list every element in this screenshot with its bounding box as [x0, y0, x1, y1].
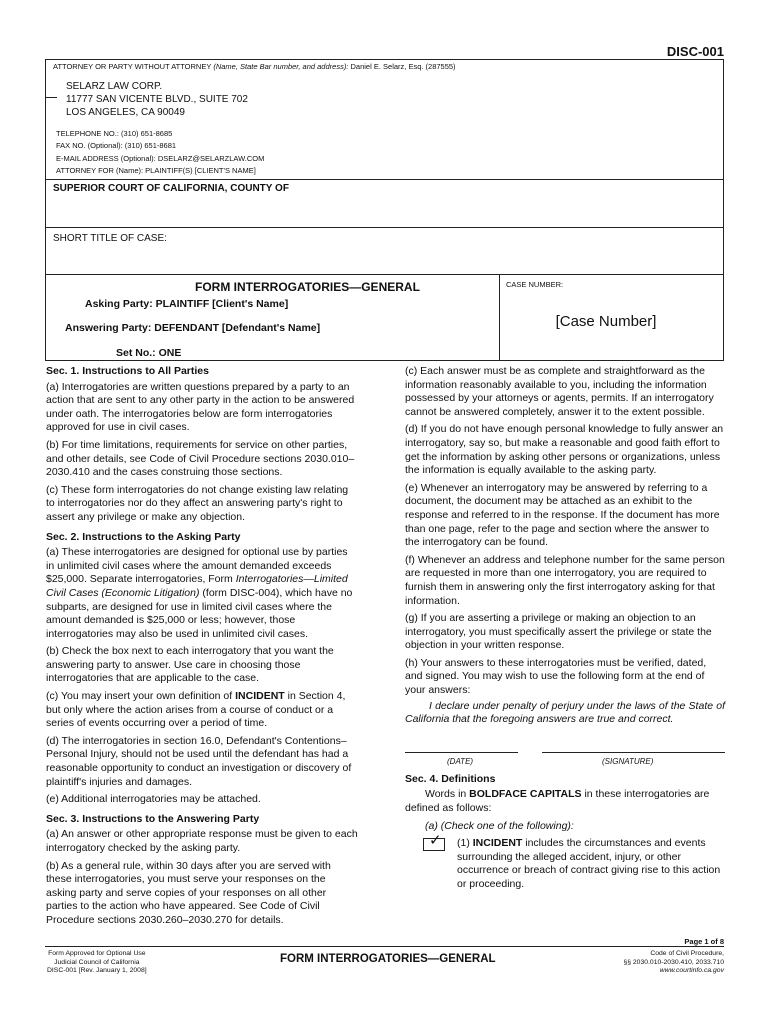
- checkmark-icon: ✓: [429, 832, 442, 850]
- sec2-d: (d) The interrogatories in section 16.0, Defendant's Contentions–Personal Injury, should not be used until the defendant has had a reasonable opportunity to conduct an investigation or discovery of plaintiff's injuries and damages.: [46, 734, 352, 788]
- page-number: Page 1 of 8: [684, 937, 724, 946]
- sec3-c: (c) Each answer must be as complete and straightforward as the information reasonably available to you, including the information possessed by your attorneys or agents, permits. If an interrogatory cannot be answered completely, answer it to the extent possible.: [405, 365, 714, 418]
- firm-address-2: LOS ANGELES, CA 90049: [66, 107, 185, 118]
- sec4-a1-term: INCIDENT: [472, 837, 523, 850]
- footer-right-2: §§ 2030.010-2030.410, 2033.710: [623, 958, 724, 966]
- sec4-a1-row: [405, 832, 725, 891]
- attorney-label-text: ATTORNEY OR PARTY WITHOUT ATTORNEY: [53, 62, 212, 71]
- case-number-label: CASE NUMBER:: [506, 280, 564, 289]
- footer-right-1: Code of Civil Procedure,: [650, 950, 724, 957]
- attorney-label: [53, 62, 456, 71]
- sec4-intro: Words in BOLDFACE CAPITALS in these interrogatories are defined as follows:: [405, 788, 710, 815]
- form-title: FORM INTERROGATORIES—GENERAL: [195, 280, 420, 294]
- instructions-right-column: [405, 365, 725, 892]
- sec1-heading: Sec. 1. Instructions to All Parties: [46, 365, 209, 377]
- answering-party: Answering Party: DEFENDANT [Defendant's Name]: [65, 322, 321, 334]
- court-divider: [45, 227, 724, 228]
- sec2-e: (e) Additional interrogatories may be attached.: [46, 793, 261, 806]
- sec3-d: (d) If you do not have enough personal knowledge to fully answer an interrogatory, say so, but make a reasonable and good faith effort to get the information by asking other persons or organizations, unless the information is equally available to the asking party.: [405, 423, 724, 477]
- signature-caption: (SIGNATURE): [602, 756, 654, 766]
- attorney-name: Daniel E. Selarz, Esq. (287555): [350, 62, 456, 71]
- date-caption: (DATE): [447, 756, 474, 766]
- sec1-a: (a) Interrogatories are written questions prepared by a party to an action that are sent to any other party in the action to be answered under oath. The interrogatories below are form interrogatories approved for use in civil cases.: [46, 380, 355, 434]
- sec4-a: (a) (Check one of the following):: [425, 819, 574, 832]
- date-line[interactable]: [405, 752, 518, 753]
- signature-line[interactable]: [542, 752, 725, 753]
- asking-party: Asking Party: PLAINTIFF [Client's Name]: [85, 298, 289, 310]
- header-bottom-line: [45, 360, 724, 361]
- sec3-a: (a) An answer or other appropriate response must be given to each interrogatory checked by the asking party.: [46, 828, 358, 854]
- sec1-c: (c) These form interrogatories do not change existing law relating to interrogatories nor do they affect an answering party's right to assert any privilege or make any objection.: [46, 483, 349, 523]
- sec3-f: (f) Whenever an address and telephone number for the same person are requested in more than one interrogatory, you are required to furnish them in answering only the first interrogatory asking for that information.: [405, 553, 725, 607]
- case-number: [Case Number]: [555, 313, 657, 330]
- footer-title: FORM INTERROGATORIES—GENERAL: [280, 953, 496, 965]
- case-number-divider: [499, 275, 500, 361]
- signature-row: [405, 737, 725, 767]
- sec2-heading: Sec. 2. Instructions to the Asking Party: [46, 530, 241, 543]
- sec1-b: (b) For time limitations, requirements for service on other parties, and other details, see Code of Civil Procedure sections 2030.010–2030.410 and the cases construing those sections.: [46, 438, 355, 479]
- footer-left: [47, 950, 147, 976]
- footer-left-2: Judicial Council of California: [54, 958, 140, 966]
- sec3-e: (e) Whenever an interrogatory may be answered by referring to a document, the document may be attached as an exhibit to the response and referred to in the response. If the document has more than one page, refer to the page and section where the answer to the interrogatory can be found.: [405, 481, 720, 549]
- footer-left-3: DISC-001 [Rev. January 1, 2008]: [47, 967, 147, 975]
- sec4-a1-text: includes the circumstances and events surrounding the alleged accident, injury, or other occurrence or breach of contract giving rise to this action or proceeding.: [457, 837, 721, 890]
- declaration: I declare under penalty of perjury under the laws of the State of California that the foregoing answers are true and correct.: [405, 699, 725, 726]
- footer-left-1: Form Approved for Optional Use: [48, 950, 146, 957]
- incident-checkbox[interactable]: [423, 832, 445, 851]
- sec2-b: (b) Check the box next to each interrogatory that you want the answering party to answer. Use care in choosing those interrogatories that are applicable to the case.: [46, 645, 334, 685]
- margin-tick: [45, 97, 57, 98]
- sec2-a: (a) These interrogatories are designed for optional use by parties in unlimited civil cases where the amount demanded exceeds $25,000. Separate interrogatories, Form Interrogatories—Limited Civil Cases (Economic Litigation) (form DISC-004), which have no subparts, are designed for use in limited civil cases where the amount demanded is $25,000 or less; however, those interrogatories may also be used in unlimited civil cases.: [46, 546, 353, 640]
- email: E-MAIL ADDRESS (Optional): DSELARZ@SELARZLAW.COM: [56, 154, 265, 163]
- sec3-b: (b) As a general rule, within 30 days after you are served with these interrogatories, you must serve your responses on the asking party and serve copies of your responses on all other parties to the action who have appeared. See Code of Civil Procedure sections 2030.260–2030.270 for details.: [46, 859, 331, 926]
- footer-right: [560, 950, 724, 976]
- footer-url[interactable]: www.courtinfo.ca.gov: [659, 967, 724, 975]
- court-title: SUPERIOR COURT OF CALIFORNIA, COUNTY OF: [53, 183, 289, 194]
- sec3-h: (h) Your answers to these interrogatories must be verified, dated, and signed. You may wish to use the following form at the end of your answers:: [405, 656, 707, 697]
- telephone: TELEPHONE NO.: (310) 651-8685: [56, 129, 173, 138]
- sec2-c: (c) You may insert your own definition of INCIDENT in Section 4, but only where the action arises from a course of conduct or a series of events occurring over a period of time.: [46, 690, 346, 730]
- sec4-a1-num: (1): [457, 837, 473, 850]
- form-id: DISC-001: [666, 44, 724, 59]
- instructions-left-column: [46, 365, 358, 932]
- attorney-for: ATTORNEY FOR (Name): PLAINTIFF(S) [CLIENT'S NAME]: [56, 166, 256, 175]
- fax: FAX NO. (Optional): (310) 651-8681: [56, 141, 177, 150]
- sec4-heading: Sec. 4. Definitions: [405, 772, 496, 785]
- firm-name: SELARZ LAW CORP.: [66, 81, 163, 92]
- firm-address-1: 11777 SAN VICENTE BLVD., SUITE 702: [66, 94, 248, 105]
- short-title-label: SHORT TITLE OF CASE:: [53, 233, 167, 244]
- attorney-label-hint: (Name, State Bar number, and address):: [213, 62, 349, 71]
- set-number: Set No.: ONE: [116, 347, 182, 359]
- footer-divider: [45, 946, 724, 947]
- sec3-heading: Sec. 3. Instructions to the Answering Party: [46, 812, 260, 825]
- sec3-g: (g) If you are asserting a privilege or making an objection to an interrogatory, you must specifically assert the privilege or state the objection in your written response.: [405, 612, 712, 652]
